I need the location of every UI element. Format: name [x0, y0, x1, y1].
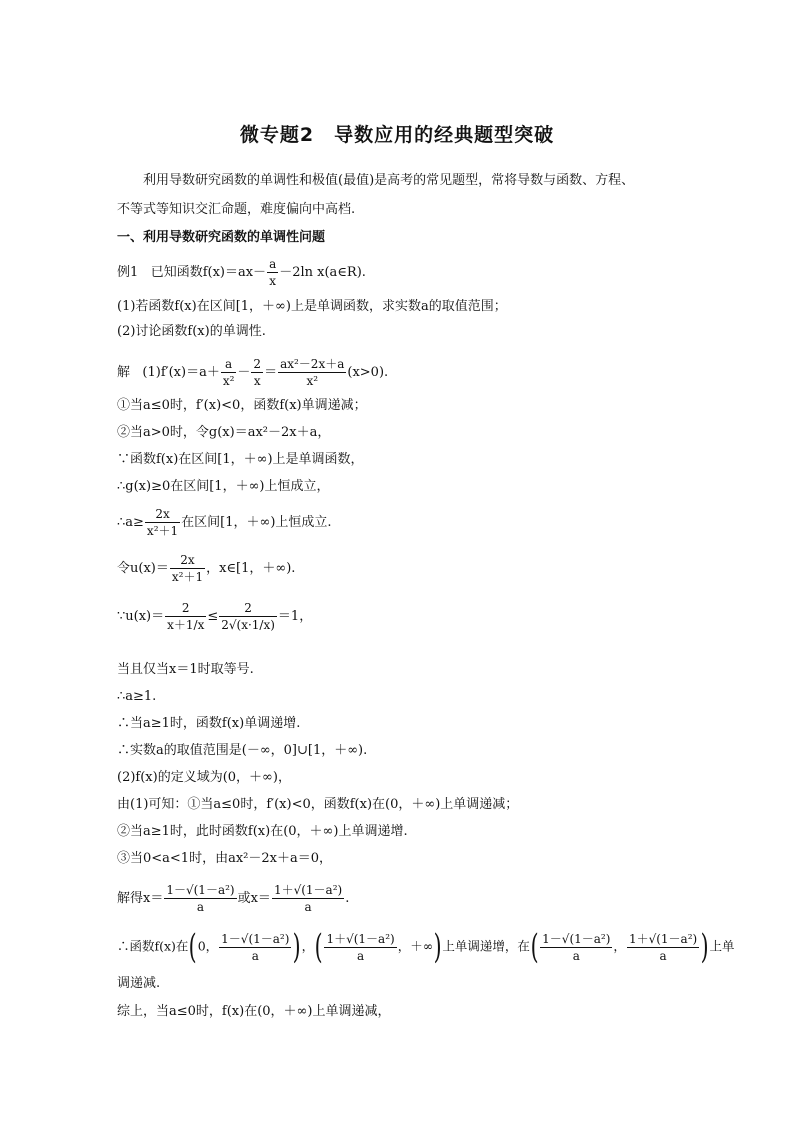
solution-line-4: ∵函数f(x)在区间[1，＋∞)上是单调函数， [117, 452, 364, 467]
fraction-numerator: 2 [244, 601, 252, 615]
domain-note: (x>0). [347, 365, 389, 380]
solution-line-8 [117, 602, 312, 631]
solution-line-1 [117, 358, 388, 387]
right-paren: ) [433, 927, 442, 967]
fraction [219, 933, 291, 962]
solution-line-15: ②当a≥1时，此时函数f(x)在(0，＋∞)上单调递增. [117, 824, 408, 839]
fraction-denominator: x²＋1 [146, 524, 179, 538]
fraction-denominator: a [219, 947, 291, 962]
left-paren: ( [530, 927, 539, 967]
fraction [145, 508, 180, 537]
solution-line-5: ∴g(x)≥0在区间[1，＋∞)上恒成立， [117, 479, 330, 494]
example-stem-post: －2ln x(a∈R). [279, 265, 366, 280]
interval-left-bound: 0， [197, 938, 219, 954]
fraction-numerator: 1－√(1－a²) [542, 931, 611, 946]
intro-line-2: 不等式等知识交汇命题，难度偏向中高档. [117, 202, 356, 217]
fraction-numerator: a [225, 357, 233, 371]
fraction-denominator: a [627, 947, 699, 962]
fraction-denominator: x [251, 372, 263, 387]
example-stem [117, 258, 366, 287]
fraction-denominator: a [164, 898, 236, 913]
question-2: (2)讨论函数f(x)的单调性. [117, 324, 266, 339]
solution-line-10: ∴a≥1. [117, 689, 157, 704]
fraction-denominator: x² [278, 372, 346, 387]
fraction-numerator: ax²－2x＋a [280, 357, 345, 371]
fraction-numerator: 1－√(1－a²) [221, 931, 290, 946]
example-stem-fraction [267, 258, 278, 287]
fraction [278, 358, 346, 387]
fraction-numerator: 1－√(1－a²) [166, 883, 235, 897]
intro-line-1: 利用导数研究函数的单调性和极值(最值)是高考的常见题型，常将导数与函数、方程、 [143, 173, 635, 188]
example-label: 例1 [117, 265, 139, 280]
solution-line-19: 调递减. [117, 976, 161, 991]
inequality-prefix: ∴a≥ [117, 515, 144, 530]
roots-connector: 或x＝ [237, 891, 271, 906]
fraction-numerator: 1＋√(1－a²) [326, 931, 395, 946]
fraction-numerator: a [269, 257, 277, 271]
fraction-numerator: 2 [253, 357, 262, 371]
intervals-prefix: ∴函数f(x)在 [117, 938, 189, 954]
fraction-numerator: 1＋√(1－a²) [628, 931, 698, 946]
definition-suffix: ，x∈[1，＋∞). [206, 561, 296, 576]
solution-label: 解 [117, 365, 131, 380]
right-paren: ) [700, 927, 709, 967]
question-1: (1)若函数f(x)在区间[1，＋∞)上是单调函数，求实数a的取值范围； [117, 299, 507, 314]
solution-line-18 [117, 927, 735, 967]
fraction-denominator: x²＋1 [171, 570, 204, 584]
solution-line-17 [117, 884, 349, 913]
fraction-denominator: x² [222, 374, 235, 388]
fraction-denominator: 2√(x·1/x) [221, 618, 275, 632]
fraction-numerator: 1＋√(1－a²) [273, 883, 343, 897]
solution-line-2: ①当a≤0时，f′(x)<0，函数f(x)单调递减； [117, 398, 367, 413]
roots-suffix: . [345, 891, 350, 906]
fraction-numerator: 2x [155, 507, 170, 521]
intervals-suffix: 上单 [709, 938, 735, 954]
solution-line-7 [117, 554, 295, 583]
fraction-denominator: x＋1/x [167, 618, 205, 632]
fraction [540, 933, 612, 962]
section-heading-1: 一、利用导数研究函数的单调性问题 [117, 230, 326, 245]
fraction [164, 884, 236, 913]
left-paren: ( [189, 927, 198, 967]
fraction [324, 933, 396, 962]
right-paren: ) [293, 927, 302, 967]
fraction [170, 554, 205, 583]
fraction [165, 602, 206, 631]
fraction-denominator: a [324, 947, 396, 962]
intervals-middle: 上单调递增，在 [442, 938, 530, 954]
fraction [627, 933, 699, 962]
example-stem-pre: 已知函数f(x)＝ax－ [150, 265, 267, 280]
solution-line-9: 当且仅当x＝1时取等号. [117, 662, 254, 677]
separator: ， [613, 938, 626, 954]
fraction-numerator: 2x [180, 553, 195, 567]
solution-line-12: ∴实数a的取值范围是(－∞，0]∪[1，＋∞). [117, 743, 368, 758]
interval-right-bound: ，＋∞ [397, 938, 434, 954]
fraction [221, 358, 237, 387]
solution-line-14: 由(1)可知：①当a≤0时，f′(x)<0，函数f(x)在(0，＋∞)上单调递减； [117, 797, 519, 812]
derivative-expression: (1)f′(x)＝a＋ [142, 365, 220, 380]
solution-line-20: 综上，当a≤0时，f(x)在(0，＋∞)上单调递减， [117, 1004, 391, 1019]
fraction [219, 602, 277, 631]
fraction [251, 358, 263, 387]
page-title: 微专题2 导数应用的经典题型突破 [239, 124, 555, 146]
bound-suffix: ＝1， [277, 609, 313, 624]
solution-line-6 [117, 508, 332, 537]
fraction [272, 884, 344, 913]
bound-prefix: ∵u(x)＝ [117, 609, 165, 624]
fraction-denominator: a [540, 947, 612, 962]
definition-prefix: 令u(x)＝ [117, 561, 169, 576]
fraction-denominator: a [272, 898, 344, 913]
solution-line-11: ∴当a≥1时，函数f(x)单调递增. [117, 716, 301, 731]
roots-prefix: 解得x＝ [117, 891, 164, 906]
operator: ≤ [207, 609, 219, 624]
operator: － [237, 365, 251, 380]
left-paren: ( [314, 927, 323, 967]
solution-line-13: (2)f(x)的定义域为(0，＋∞)， [117, 770, 291, 785]
inequality-suffix: 在区间[1，＋∞)上恒成立. [181, 515, 332, 530]
fraction-numerator: 2 [181, 601, 190, 615]
solution-line-3: ②当a>0时，令g(x)＝ax²－2x＋a， [117, 425, 331, 440]
operator: ＝ [264, 365, 278, 380]
separator: ， [301, 938, 315, 954]
solution-line-16: ③当0<a<1时，由ax²－2x＋a＝0， [117, 851, 332, 866]
fraction-denominator: x [267, 272, 278, 287]
